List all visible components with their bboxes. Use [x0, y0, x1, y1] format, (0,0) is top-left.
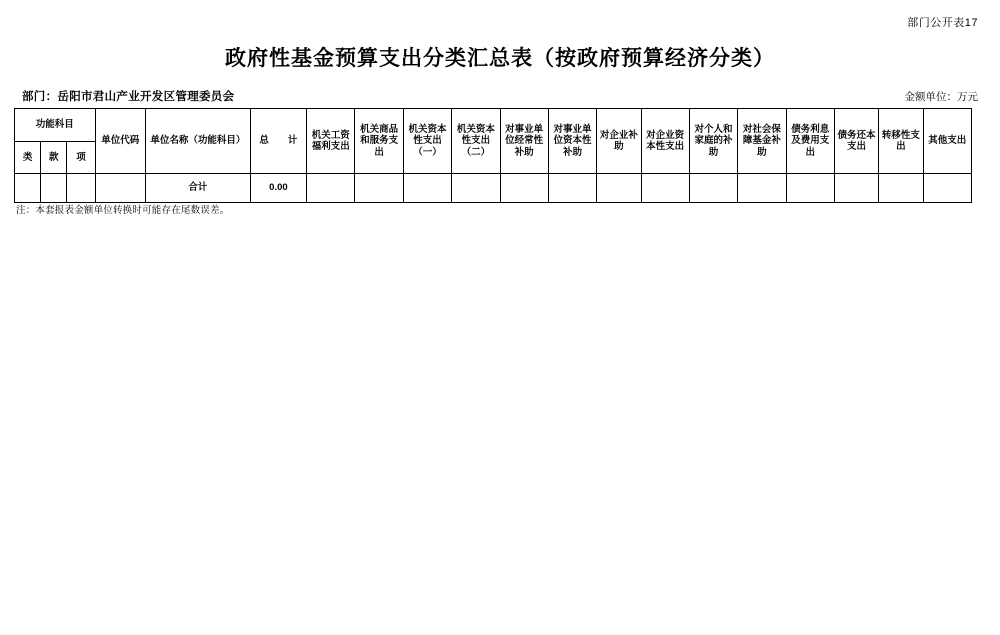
header-lei: 类: [15, 141, 41, 174]
header-total: 总 计: [250, 109, 306, 174]
cell-lei: [15, 174, 41, 203]
cell-col-3: [452, 174, 500, 203]
header-col-11: 债务还本支出: [834, 109, 878, 174]
cell-kuan: [41, 174, 67, 203]
cell-col-10: [786, 174, 834, 203]
cell-total: 0.00: [250, 174, 306, 203]
amount-unit-label: 金额单位：万元: [904, 91, 978, 103]
table-footnote: 注：本套报表金额单位转换时可能存在尾数误差。: [16, 205, 230, 216]
header-unit-name: 单位名称（功能科目）: [145, 109, 250, 174]
cell-col-2: [403, 174, 451, 203]
header-col-0: 机关工资福利支出: [307, 109, 355, 174]
header-col-10: 债务利息及费用支出: [786, 109, 834, 174]
header-xiang: 项: [67, 141, 95, 174]
cell-col-11: [834, 174, 878, 203]
department-line: [22, 88, 234, 104]
header-unit-code: 单位代码: [95, 109, 145, 174]
budget-table: [14, 108, 972, 203]
cell-col-0: [307, 174, 355, 203]
header-col-3: 机关资本性支出（二）: [452, 109, 500, 174]
table-header-row-1: [15, 109, 972, 142]
cell-col-13: [923, 174, 972, 203]
header-col-9: 对社会保障基金补助: [738, 109, 786, 174]
header-col-2: 机关资本性支出（一）: [403, 109, 451, 174]
cell-unit-code: [95, 174, 145, 203]
cell-col-5: [548, 174, 596, 203]
department-name: 岳阳市君山产业开发区管理委员会: [57, 91, 235, 103]
table-row: [15, 174, 972, 203]
cell-unit-name: 合计: [145, 174, 250, 203]
page-title: 政府性基金预算支出分类汇总表（按政府预算经济分类）: [225, 46, 775, 70]
cell-col-1: [355, 174, 403, 203]
header-col-8: 对个人和家庭的补助: [689, 109, 737, 174]
header-col-5: 对事业单位资本性补助: [548, 109, 596, 174]
cell-col-4: [500, 174, 548, 203]
department-label: 部门：: [22, 91, 58, 103]
cell-col-6: [597, 174, 641, 203]
cell-xiang: [67, 174, 95, 203]
header-col-1: 机关商品和服务支出: [355, 109, 403, 174]
header-col-4: 对事业单位经常性补助: [500, 109, 548, 174]
cell-col-12: [879, 174, 923, 203]
header-function-subject: 功能科目: [15, 109, 96, 142]
header-col-13: 其他支出: [923, 109, 972, 174]
form-number-label: 部门公开表17: [907, 17, 978, 29]
header-kuan: 款: [41, 141, 67, 174]
cell-col-8: [689, 174, 737, 203]
cell-col-9: [738, 174, 786, 203]
header-col-12: 转移性支出: [879, 109, 923, 174]
header-col-7: 对企业资本性支出: [641, 109, 689, 174]
cell-col-7: [641, 174, 689, 203]
meta-row: [22, 88, 978, 104]
header-col-6: 对企业补助: [597, 109, 641, 174]
